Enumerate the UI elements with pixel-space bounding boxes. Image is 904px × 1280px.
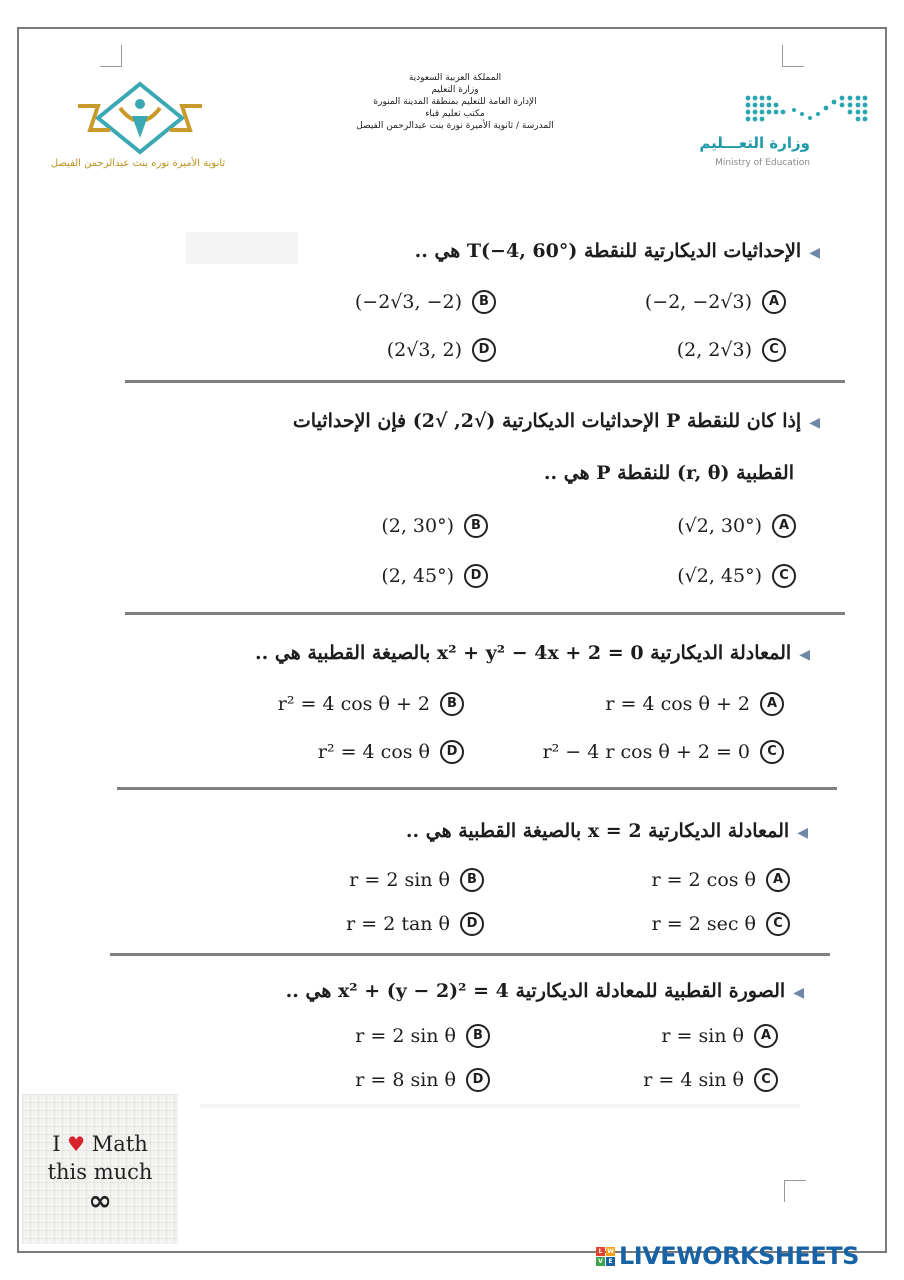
question-3 xyxy=(150,642,810,664)
sticker-line-1 xyxy=(22,1132,178,1156)
option-3-c[interactable] xyxy=(543,740,784,764)
option-4-c[interactable] xyxy=(652,912,790,936)
option-value: (−2√3, −2) xyxy=(354,291,462,313)
option-value: r = 4 cos θ + 2 xyxy=(605,693,750,715)
option-label-icon: B xyxy=(460,868,484,892)
option-label-icon: A xyxy=(766,868,790,892)
option-3-b[interactable] xyxy=(278,692,464,716)
liveworksheets-logo-icon xyxy=(596,1247,615,1266)
question-2-continued xyxy=(194,462,794,484)
crop-mark-top-right xyxy=(782,45,804,67)
pointer-icon: ◀ xyxy=(793,985,804,1001)
pointer-icon: ◀ xyxy=(797,825,808,841)
ministry-logo-icon xyxy=(742,92,870,128)
logo-tile: W xyxy=(607,1247,614,1255)
school-logo-icon xyxy=(70,80,210,156)
option-value: (√2, 45°) xyxy=(677,565,762,587)
header-line: وزارة التعليم xyxy=(431,85,479,95)
option-2-d[interactable] xyxy=(381,564,488,588)
header-line: المملكة العربية السعودية xyxy=(408,73,502,83)
sticker-line-2: this much xyxy=(47,1160,153,1184)
option-1-d[interactable] xyxy=(387,338,496,362)
option-value: r = sin θ xyxy=(661,1025,744,1047)
option-label-icon: C xyxy=(766,912,790,936)
option-value: r = 2 sin θ xyxy=(355,1025,456,1047)
option-value: (−2, −2√3) xyxy=(644,291,752,313)
sticker-text: I xyxy=(52,1132,61,1156)
option-label-icon: C xyxy=(772,564,796,588)
logo-tile: V xyxy=(596,1257,605,1266)
pointer-icon: ◀ xyxy=(809,415,820,431)
header-text xyxy=(330,72,580,132)
option-1-a[interactable] xyxy=(645,290,786,314)
pointer-icon: ◀ xyxy=(799,647,810,663)
crop-mark-top-left xyxy=(100,45,122,67)
i-love-math-sticker xyxy=(22,1094,178,1244)
section-divider xyxy=(125,380,845,383)
school-name: ثانوية الأميرة نوره بنت عبدالرحمن الفيصل xyxy=(50,158,226,169)
option-label-icon: C xyxy=(762,338,786,362)
option-value: r² = 4 cos θ xyxy=(317,741,430,763)
logo-tile: L xyxy=(596,1247,605,1256)
option-label-icon: C xyxy=(754,1068,778,1092)
option-value: r² = 4 cos θ + 2 xyxy=(277,693,430,715)
option-2-c[interactable] xyxy=(677,564,796,588)
option-label-icon: A xyxy=(754,1024,778,1048)
question-text: القطبية (r, θ) للنقطة P هي .. xyxy=(543,462,794,484)
brand-name: LIVEWORKSHEETS xyxy=(619,1242,859,1270)
question-5 xyxy=(204,980,804,1002)
option-value: r = 2 sec θ xyxy=(651,913,756,935)
section-divider xyxy=(117,787,837,790)
option-label-icon: D xyxy=(464,564,488,588)
option-2-a[interactable] xyxy=(677,514,796,538)
pointer-icon: ◀ xyxy=(809,245,820,261)
option-4-a[interactable] xyxy=(651,868,790,892)
option-value: r = 2 tan θ xyxy=(346,913,450,935)
option-value: (2, 2√3) xyxy=(676,339,752,361)
option-label-icon: A xyxy=(762,290,786,314)
header-line: مكتب تعليم قباء xyxy=(425,109,485,119)
option-5-b[interactable] xyxy=(355,1024,490,1048)
option-2-b[interactable] xyxy=(381,514,488,538)
ministry-name-english: Ministry of Education xyxy=(715,158,810,168)
option-label-icon: B xyxy=(464,514,488,538)
section-divider xyxy=(110,953,830,956)
option-1-b[interactable] xyxy=(355,290,496,314)
section-divider xyxy=(125,612,845,615)
question-text: المعادلة الديكارتية 2 = x بالصيغة القطبية هي .. xyxy=(405,820,790,842)
option-value: r = 2 cos θ xyxy=(651,869,756,891)
question-text: المعادلة الديكارتية 0 = x² + y² − 4x + 2 بالصيغة القطبية هي .. xyxy=(255,642,792,664)
logo-tile: E xyxy=(606,1257,615,1266)
option-value: r = 2 sin θ xyxy=(349,869,450,891)
question-text: إذا كان للنقطة P الإحداثيات الديكارتية (√2, √2) فإن الإحداثيات xyxy=(292,410,802,432)
option-value: r = 8 sin θ xyxy=(355,1069,456,1091)
question-2 xyxy=(160,410,820,432)
option-label-icon: A xyxy=(772,514,796,538)
header-line: المدرسة / ثانوية الأميرة نورة بنت عبدالرحمن الفيصل xyxy=(356,121,554,131)
question-text: الصورة القطبية للمعادلة الديكارتية 4 = x² + (y − 2)² هي .. xyxy=(285,980,786,1002)
scan-smudge xyxy=(200,1104,800,1108)
option-label-icon: B xyxy=(466,1024,490,1048)
crop-mark-bottom-right xyxy=(784,1180,806,1202)
option-4-d[interactable] xyxy=(346,912,484,936)
option-4-b[interactable] xyxy=(349,868,484,892)
option-5-d[interactable] xyxy=(355,1068,490,1092)
ministry-name-arabic: وزارة التعـــليم xyxy=(699,134,810,152)
question-4 xyxy=(208,820,808,842)
infinity-icon: ∞ xyxy=(88,1184,112,1217)
option-value: (2, 45°) xyxy=(381,565,454,587)
option-label-icon: D xyxy=(466,1068,490,1092)
option-5-a[interactable] xyxy=(661,1024,778,1048)
question-text: الإحداثيات الديكارتية للنقطة (°T(−4, 60 هي .. xyxy=(414,240,802,262)
sticker-text: Math xyxy=(91,1132,148,1156)
option-3-d[interactable] xyxy=(318,740,464,764)
option-value: (2, 30°) xyxy=(381,515,454,537)
question-1 xyxy=(200,240,820,262)
option-label-icon: D xyxy=(472,338,496,362)
option-label-icon: D xyxy=(460,912,484,936)
option-value: r² − 4 r cos θ + 2 = 0 xyxy=(542,741,750,763)
option-label-icon: B xyxy=(472,290,496,314)
option-value: (2√3, 2) xyxy=(386,339,462,361)
liveworksheets-brand[interactable] xyxy=(596,1240,859,1272)
option-label-icon: A xyxy=(760,692,784,716)
option-label-icon: B xyxy=(440,692,464,716)
option-5-c[interactable] xyxy=(643,1068,778,1092)
option-label-icon: C xyxy=(760,740,784,764)
heart-icon: ♥ xyxy=(67,1132,86,1156)
option-label-icon: D xyxy=(440,740,464,764)
option-value: r = 4 sin θ xyxy=(643,1069,744,1091)
header-line: الإدارة العامة للتعليم بمنطقة المدينة المنورة xyxy=(373,97,537,107)
option-1-c[interactable] xyxy=(677,338,786,362)
option-3-a[interactable] xyxy=(605,692,784,716)
option-value: (√2, 30°) xyxy=(677,515,762,537)
